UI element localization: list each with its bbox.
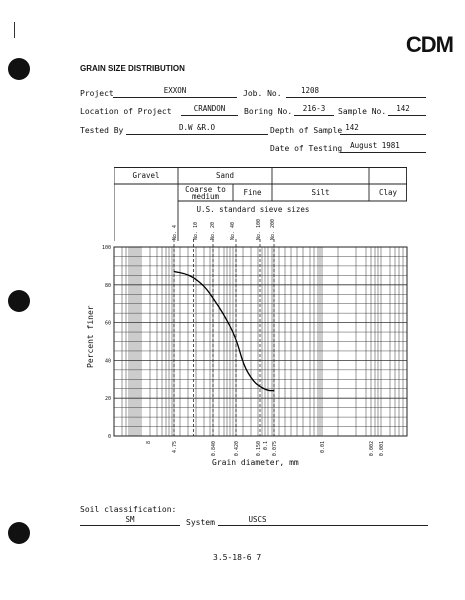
- boring-line: [294, 115, 334, 116]
- job-value: 1208: [300, 86, 320, 95]
- silt-header: Silt: [311, 188, 330, 197]
- cdm-logo: CDM: [405, 32, 453, 57]
- date-label: Date of Testing: [270, 144, 343, 153]
- sieve-label: No. 100: [256, 218, 262, 240]
- gravel-header: Gravel: [132, 171, 160, 180]
- y-axis-label: Percent finer: [86, 305, 95, 368]
- date-line: [340, 152, 426, 153]
- sieve-label: No. 4: [172, 224, 178, 240]
- location-line: [181, 115, 238, 116]
- location-label: Location of Project: [80, 107, 172, 116]
- y-tick-label: 100: [101, 245, 111, 251]
- sieve-label: No. 10: [193, 221, 199, 240]
- boring-label: Boring No.: [244, 107, 293, 116]
- punch-hole: [8, 58, 30, 80]
- x-tick-label: 0.075: [272, 441, 278, 457]
- margin-mark: [14, 22, 15, 38]
- y-tick-label: 40: [104, 358, 111, 365]
- sieve-label: No. 40: [230, 221, 236, 240]
- clay-header: Clay: [378, 188, 398, 197]
- y-tick-label: 20: [104, 396, 111, 403]
- soil-line: [80, 525, 180, 526]
- grain-size-curve: [174, 272, 274, 391]
- system-value: USCS: [248, 515, 267, 524]
- job-line: [286, 97, 426, 98]
- project-line: [113, 97, 237, 98]
- sample-line: [388, 115, 426, 116]
- system-label: System: [186, 518, 215, 527]
- x-tick-label: 8: [146, 441, 152, 445]
- x-axis-label: Grain diameter, mm: [212, 458, 299, 467]
- soil-value: SM: [125, 515, 135, 524]
- depth-value: 142: [345, 123, 359, 132]
- boring-value: 216-3: [302, 104, 326, 113]
- sample-value: 142: [396, 104, 410, 113]
- page-number: 3.5-18-6 7: [213, 553, 262, 562]
- x-tick-label: 0.001: [379, 441, 385, 457]
- project-value: EXXON: [163, 86, 187, 95]
- x-tick-label: 0.1: [263, 441, 269, 451]
- sieve-title: U.S. standard sieve sizes: [196, 205, 310, 214]
- x-tick-label: 0.420: [234, 441, 240, 457]
- chart-frame: [114, 247, 407, 436]
- coarse-header-2: medium: [191, 192, 220, 201]
- x-tick-label: 0.01: [320, 441, 326, 454]
- tested-label: Tested By: [80, 126, 124, 135]
- date-value: August 1981: [350, 141, 400, 150]
- project-label: Project: [80, 89, 114, 98]
- sample-label: Sample No.: [338, 107, 387, 116]
- x-tick-label: 0.002: [369, 441, 375, 457]
- x-tick-label: 0.840: [211, 441, 217, 457]
- punch-hole: [8, 522, 30, 544]
- punch-hole: [8, 290, 30, 312]
- job-label: Job. No.: [243, 89, 282, 98]
- sieve-label: No. 200: [270, 218, 276, 240]
- tested-line: [126, 134, 268, 135]
- system-line: [218, 525, 428, 526]
- sieve-label: No. 20: [210, 221, 216, 240]
- x-tick-label: 4.75: [172, 441, 178, 454]
- coarse-header-1: Coarse to: [185, 185, 226, 194]
- fine-header: Fine: [243, 188, 262, 197]
- page-title: GRAIN SIZE DISTRIBUTION: [80, 64, 185, 73]
- depth-label: Depth of Sample: [270, 126, 343, 135]
- classification-label: Soil classification:: [80, 505, 177, 514]
- x-tick-label: 0.150: [256, 441, 262, 457]
- y-tick-label: 0: [107, 434, 111, 440]
- tested-value: D.W &R.O: [178, 123, 216, 132]
- location-value: CRANDON: [193, 104, 226, 113]
- y-tick-label: 80: [104, 282, 111, 289]
- sand-header: Sand: [215, 171, 235, 180]
- y-tick-label: 60: [104, 320, 111, 327]
- depth-line: [340, 134, 426, 135]
